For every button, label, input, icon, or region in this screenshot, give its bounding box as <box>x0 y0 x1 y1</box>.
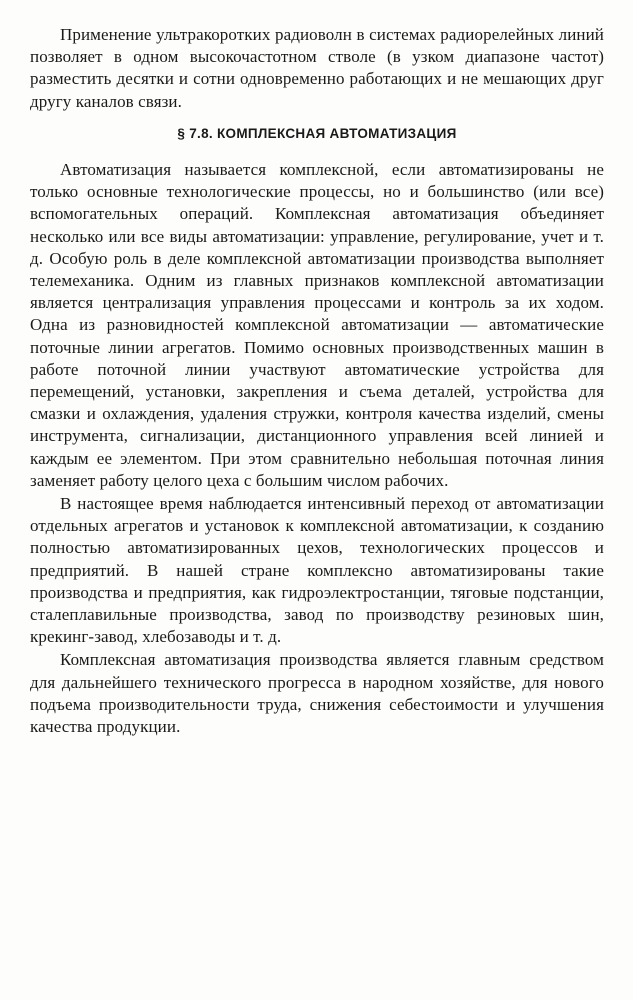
section-body <box>30 159 604 738</box>
paragraph-1: Автоматизация называется комплексной, если автоматизированы не только основные технологические процессы, но и большинство (или все) вспомогательных операций. Комплексная автоматизация объединяет несколько или все виды автоматизации: управление, регулирование, учет и т. д. Особую роль в деле комплексной автоматизации производства выполняет телемеханика. Одним из главных признаков комплексной автоматизации является централизация управления процессами и контроль за их ходом. Одна из разновидностей комплексной автоматизации — автоматические поточные линии агрегатов. Помимо основных производственных машин в работе поточной линии участвуют автоматические устройства для перемещений, установки, закрепления и съема деталей, устройства для смазки и охлаждения, удаления стружки, контроля качества изделий, смены инструмента, сигнализации, дистанционного управления всей линией и каждым ее элементом. При этом сравнительно небольшая поточная линия заменяет работу целого цеха с большим числом рабочих. <box>30 160 604 490</box>
intro-block <box>30 24 604 113</box>
paragraph-2: В настоящее время наблюдается интенсивный переход от автоматизации отдельных агрегатов и установок к комплексной автоматизации, к созданию полностью автоматизированных цехов, технологических процессов и предприятий. В нашей стране комплексно автоматизированы такие производства и предприятия, как гидроэлектростанции, тяговые подстанции, сталеплавильные производства, завод по производству резиновых шин, крекинг-завод, хлебозаводы и т. д. <box>30 494 604 647</box>
paragraph-3: Комплексная автоматизация производства является главным средством для дальнейшего технического прогресса в народном хозяйстве, для нового подъема производительности труда, снижения себестоимости и улучшения качества продукции. <box>30 650 604 737</box>
section-heading: § 7.8. КОМПЛЕКСНАЯ АВТОМАТИЗАЦИЯ <box>177 126 457 141</box>
intro-paragraph: Применение ультракоротких радиоволн в системах радиорелейных линий позволяет в одном высокочастотном стволе (в узком диапазоне частот) разместить десятки и сотни одновременно работающих и не мешающих друг другу каналов связи. <box>30 25 604 111</box>
